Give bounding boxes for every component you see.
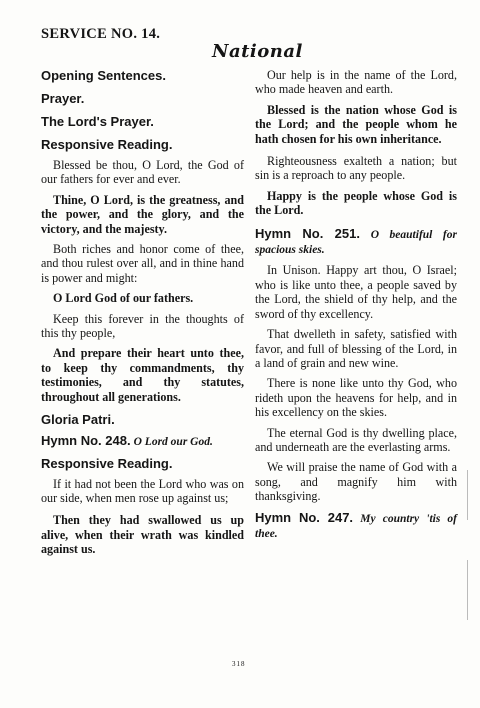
hymn-251 — [255, 226, 457, 258]
service-number: SERVICE NO. 14. — [41, 26, 161, 42]
lords-prayer-heading: The Lord's Prayer. — [41, 114, 154, 129]
left-column — [41, 68, 244, 557]
section-title: National — [212, 41, 303, 62]
right-column — [255, 68, 457, 541]
hymn-title: My country 'tis of thee. — [255, 512, 457, 540]
reading-verse: In Unison. Happy art thou, O Israel; who is like unto thee, a people saved by the Lord, the shield of thy help, and the sword of thy excellency. — [255, 263, 457, 321]
reading-response: Thine, O Lord, is the greatness, and the power, and the glory, and the victory, and the majesty. — [41, 192, 244, 236]
prayer-heading: Prayer. — [41, 91, 85, 106]
hymn-248 — [41, 433, 244, 449]
responsive-reading-heading: Responsive Reading. — [41, 137, 173, 152]
gloria-patri-heading: Gloria Patri. — [41, 412, 115, 428]
reading-verse: We will praise the name of God with a song, and magnify him with thanksgiving. — [255, 460, 457, 504]
hymn-label: Hymn No. 247. — [255, 509, 354, 525]
reading-verse: Keep this forever in the thoughts of this thy people, — [41, 311, 244, 341]
reading-response: Happy is the people whose God is the Lord. — [255, 188, 457, 218]
reading-response: Then they had swallowed us up alive, when their wrath was kindled against us. — [41, 513, 244, 557]
opening-sentences-heading: Opening Sentences. — [41, 68, 166, 83]
reading-verse: Our help is in the name of the Lord, who made heaven and earth. — [255, 68, 457, 97]
reading-verse: Blessed be thou, O Lord, the God of our fathers for ever and ever. — [41, 158, 244, 187]
responsive-reading-heading: Responsive Reading. — [41, 455, 173, 471]
hymn-label: Hymn No. 251. — [255, 225, 360, 241]
reading-response: Blessed is the nation whose God is the Lord; and the people whom he hath chosen for his own inheritance. — [255, 102, 457, 146]
hymn-title: O Lord our God. — [133, 436, 213, 449]
reading-verse: Righteousness exalteth a nation; but sin is a reproach to any people. — [255, 154, 457, 183]
reading-verse: Both riches and honor come of thee, and thou rulest over all, and in thine hand is power and might: — [41, 242, 244, 285]
hymn-title: O beautiful for spacious skies. — [255, 228, 457, 257]
page-edge-line — [467, 470, 468, 520]
reading-response: O Lord God of our fathers. — [53, 291, 194, 306]
page-edge-line — [467, 560, 468, 620]
reading-verse: If it had not been the Lord who was on our side, when men rose up against us; — [41, 476, 244, 505]
reading-verse: The eternal God is thy dwelling place, and underneath are the everlasting arms. — [255, 425, 457, 454]
reading-response: And prepare their heart unto thee, to keep thy commandments, thy testimonies, and thy statutes, throughout all generations. — [41, 346, 244, 404]
hymn-247 — [255, 510, 457, 542]
hymn-label: Hymn No. 248. — [41, 433, 131, 449]
reading-verse: That dwelleth in safety, satisfied with favor, and full of blessing of the Lord, in a land of grain and new wine. — [255, 327, 457, 370]
reading-verse: There is none like unto thy God, who rideth upon the heavens for help, and in his excellency on the skies. — [255, 376, 457, 420]
page-number: 318 — [232, 660, 246, 668]
